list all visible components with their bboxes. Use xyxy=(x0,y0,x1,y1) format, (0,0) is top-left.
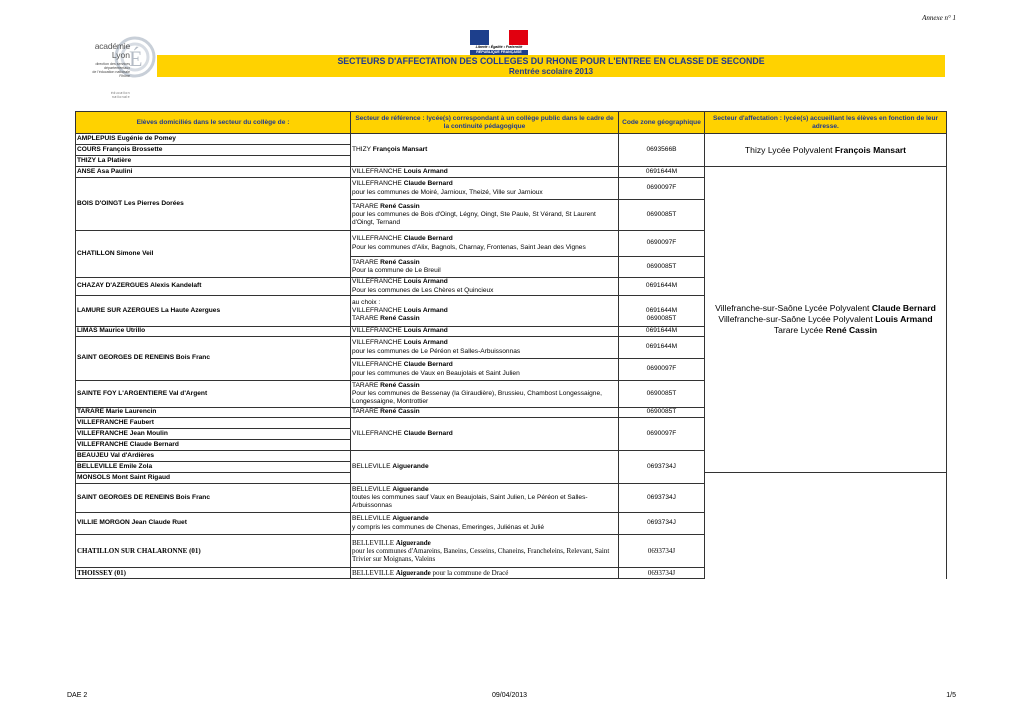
table-row: AMPLEPUIS Eugénie de Pomey THIZY François Mansart 0693566B Thizy Lycée Polyvalent François Mansart xyxy=(76,134,947,145)
table-row: SAINTE FOY L'ARGENTIERE Val d'Argent TARARE René Cassin Pour les communes de Bessenay (la Giraudière), Brussieu, Chambost Longessaigne, Longessaigne, Montrottier 0690085T xyxy=(76,381,947,408)
table-row: LIMAS Maurice Utrillo VILLEFRANCHE Louis Armand 0691644M xyxy=(76,327,947,337)
table-row: ANSE Asa Paulini VILLEFRANCHE Louis Armand 0691644M Villefranche-sur-Saône Lycée Polyvalent Claude Bernard Villefranche-sur-Saône Lycée Polyvalent Louis Armand Tarare Lycée René Cassin xyxy=(76,167,947,178)
page-subtitle: Rentrée scolaire 2013 xyxy=(508,67,594,76)
svg-text:É: É xyxy=(129,46,143,71)
annexe-label: Annexe n° 1 xyxy=(922,14,956,22)
academie-lyon-logo xyxy=(82,34,162,106)
french-flag-icon xyxy=(470,30,528,45)
table-row: TARARE René Cassin Pour la commune de Le Breuil 0690085T xyxy=(76,257,947,278)
footer-page: 1/5 xyxy=(946,692,956,699)
logo-rf: RÉPUBLIQUE FRANÇAISE xyxy=(470,50,528,55)
table-row: SAINT GEORGES DE RENEINS Bois Franc VILLEFRANCHE Louis Armand pour les communes de Le Péréon et Salles-Arbuissonnas 0691644M xyxy=(76,337,947,359)
table-row: LAMURE SUR AZERGUES La Haute Azergues au choix : VILLEFRANCHE Louis Armand TARARE René Cassin 0691644M 0690085T xyxy=(76,296,947,327)
table-row: CHATILLON SUR CHALARONNE (01) BELLEVILLE Aiguerande pour les communes d'Amareins, Baneins, Cesseins, Chaneins, Francheleins, Relevant, Saint Trivier sur Moignans, Valeins 0693734J xyxy=(76,535,947,568)
affectation-villefranche-tarare: Villefranche-sur-Saône Lycée Polyvalent Claude Bernard Villefranche-sur-Saône Lycée Polyvalent Louis Armand Tarare Lycée René Cassin xyxy=(705,167,947,473)
table-row: BEAUJEU Val d'Ardières BELLEVILLE Aiguerande 0693734J xyxy=(76,451,947,462)
logo-service: direction des services départementaux de l'éducation nationale Rhône xyxy=(92,62,130,78)
table-row: VILLEFRANCHE Claude Bernard pour les communes de Vaux en Beaujolais et Saint Julien 0690097F xyxy=(76,359,947,381)
table-row: VILLEFRANCHE Claude Bernard xyxy=(76,440,947,451)
table-row: CHAZAY D'AZERGUES Alexis Kandelaft VILLEFRANCHE Louis Armand Pour les communes de Les Chères et Quincieux 0691644M xyxy=(76,278,947,296)
table-row: VILLIE MORGON Jean Claude Ruet BELLEVILLE Aiguerande y compris les communes de Chenas, Emeringes, Juliénas et Julié 0693734J xyxy=(76,513,947,535)
footer-left: DAE 2 xyxy=(67,692,88,699)
table-row: THIZY La Platière xyxy=(76,156,947,167)
table-row: BELLEVILLE Emile Zola xyxy=(76,462,947,473)
logo-lyon: Lyon xyxy=(111,50,130,60)
footer-date: 09/04/2013 xyxy=(492,692,528,699)
table-row: CHATILLON Simone Veil VILLEFRANCHE Claude Bernard Pour les communes d'Alix, Bagnols, Charnay, Frontenas, Saint Jean des Vignes 0690097F xyxy=(76,231,947,257)
table-row: MONSOLS Mont Saint Rigaud xyxy=(76,473,947,484)
logo-academie: académie xyxy=(94,41,130,51)
table-row: VILLEFRANCHE Faubert VILLEFRANCHE Claude Bernard 0690097F xyxy=(76,418,947,429)
header-code-zone: Code zone géographique xyxy=(619,112,705,134)
header-secteur-affectation: Secteur d'affectation : lycée(s) accueillant les élèves en fonction de leur adresse. xyxy=(705,112,947,134)
logo-motto: Liberté • Égalité • Fraternité xyxy=(475,45,523,49)
header-college: Elèves domiciliés dans le secteur du collège de : xyxy=(76,112,351,134)
header-secteur-reference: Secteur de référence : lycée(s) correspondant à un collège public dans le cadre de la continuité pédagogique xyxy=(351,112,619,134)
table-row: BOIS D'OINGT Les Pierres Dorées VILLEFRANCHE Claude Bernard pour les communes de Moiré, Jarnioux, Theizé, Ville sur Jarnioux 0690097F xyxy=(76,178,947,200)
table-row: TARARE Marie Laurencin TARARE René Cassin 0690085T xyxy=(76,408,947,418)
affectation-table xyxy=(75,111,947,579)
table-row: TARARE René Cassin pour les communes de Bois d'Oingt, Légny, Oingt, Ste Paule, St Vérand, St Laurent d'Oingt, Ternand 0690085T xyxy=(76,200,947,231)
table-row: SAINT GEORGES DE RENEINS Bois Franc BELLEVILLE Aiguerande toutes les communes sauf Vaux en Beaujolais, Saint Julien, Le Péréon et Salles-Arbuissonnas 0693734J xyxy=(76,484,947,513)
logo-education: éducation nationale xyxy=(110,91,130,99)
table-row: THOISSEY (01) BELLEVILLE Aiguerande pour la commune de Dracé 0693734J xyxy=(76,568,947,579)
affectation-thizy: Thizy Lycée Polyvalent François Mansart xyxy=(705,134,947,167)
reference-cell: THIZY François Mansart xyxy=(351,134,619,167)
code-cell: 0693566B xyxy=(619,134,705,167)
table-row: COURS François Brossette xyxy=(76,145,947,156)
table-row: VILLEFRANCHE Jean Moulin xyxy=(76,429,947,440)
table-header-row xyxy=(76,112,947,134)
page-title: SECTEURS D'AFFECTATION DES COLLEGES DU RHONE POUR L'ENTREE EN CLASSE DE SECONDE xyxy=(337,56,765,66)
republique-francaise-logo xyxy=(470,30,528,56)
